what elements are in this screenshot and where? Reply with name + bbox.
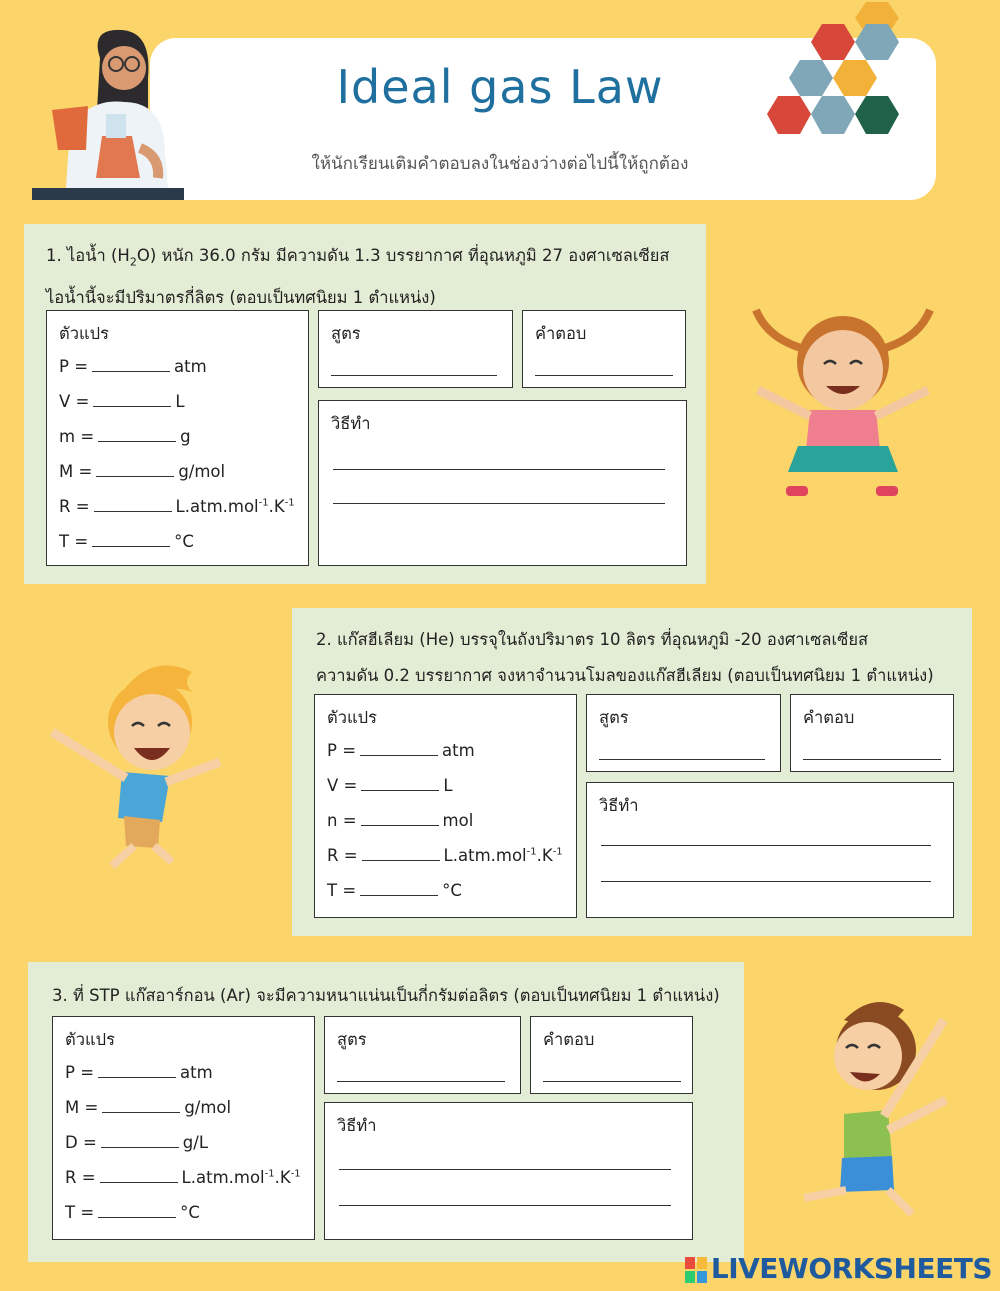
variables-label: ตัวแปร [59,324,109,343]
q1-var-v: V = L [59,392,185,411]
scientist-illustration [30,18,190,204]
answer-blank[interactable] [361,811,439,826]
q2-var-n: n = mol [327,811,474,830]
brand-name: LIVEWORKSHEETS [710,1252,992,1285]
q3-var-t: T = °C [65,1203,200,1222]
q1-answer-box[interactable] [522,310,686,388]
q1-var-t: T = °C [59,532,194,551]
variables-label: ตัวแปร [327,708,377,727]
method-label: วิธีทำ [331,414,371,433]
answer-blank[interactable] [98,1203,176,1218]
liveworksheets-icon [685,1257,707,1283]
q2-answer-box[interactable] [790,694,954,772]
q3-var-molar-mass: M = g/mol [65,1098,232,1117]
answer-blank[interactable] [92,357,170,372]
answer-line [535,375,673,376]
answer-blank[interactable] [94,497,172,512]
method-line [339,1169,671,1170]
liveworksheets-logo[interactable] [685,1252,992,1285]
answer-blank[interactable] [362,846,440,861]
q3-formula-box[interactable] [324,1016,521,1094]
question-2-text: 2. แก๊สฮีเลียม (He) บรรจุในถังปริมาตร 10 ลิตร ที่อุณหภูมิ -20 องศาเซลเซียส ความดัน 0.2 บรรยากาศ จงหาจำนวนโมลของแก๊สฮีเลียม (ตอบเป็นทศนิยม 1 ตำแหน่ง) [316,630,934,685]
method-line [339,1205,671,1206]
answer-blank[interactable] [360,881,438,896]
answer-blank[interactable] [93,392,171,407]
answer-label: คำตอบ [535,324,587,343]
page-title: Ideal gas Law [336,60,664,114]
q3-answer-box[interactable] [530,1016,693,1094]
question-1-text: 1. ไอน้ำ $(H_2O)$ หนัก 36.0 กรัม มีความดัน 1.3 บรรยากาศ ที่อุณหภูมิ 27 องศาเซลเซียส ไอน้ำนี้จะมีปริมาตรกี่ลิตร (ตอบเป็นทศนิยม 1 ตำแหน่ง) [46,246,670,308]
formula-line [331,375,497,376]
answer-blank[interactable] [360,741,438,756]
q2-var-v: V = L [327,776,453,795]
formula-label: สูตร [331,324,361,343]
answer-label: คำตอบ [803,708,855,727]
method-line [601,881,931,882]
method-line [333,469,665,470]
answer-blank[interactable] [102,1098,180,1113]
girl-illustration [748,290,940,510]
answer-blank[interactable] [100,1168,178,1183]
q1-var-molar-mass: M = g/mol [59,462,226,481]
q2-variables-box [314,694,577,918]
q1-method-box[interactable] [318,400,687,566]
formula-line [599,759,765,760]
page-subtitle: ให้นักเรียนเติมคำตอบลงในช่องว่างต่อไปนี้ให้ถูกต้อง [311,154,689,174]
q3-var-d: D = g/L [65,1133,209,1152]
q1-formula-box[interactable] [318,310,513,388]
answer-label: คำตอบ [543,1030,595,1049]
q2-var-r: $R = L.atm.mol^{-1}.K^{-1}$ [327,846,563,865]
method-line [333,503,665,504]
formula-label: สูตร [337,1030,367,1049]
q3-var-r: $R = L.atm.mol^{-1}.K^{-1}$ [65,1168,301,1187]
answer-line [803,759,941,760]
q3-var-p: P = atm [65,1063,213,1082]
q2-var-t: T = °C [327,881,462,900]
q1-var-p: P = atm [59,357,207,376]
q1-var-m: m = g [59,427,191,446]
boy-illustration [42,652,230,884]
answer-blank[interactable] [92,532,170,547]
method-line [601,845,931,846]
answer-blank[interactable] [101,1133,179,1148]
q2-formula-box[interactable] [586,694,781,772]
answer-blank[interactable] [96,462,174,477]
q3-method-box[interactable] [324,1102,693,1240]
formula-label: สูตร [599,708,629,727]
method-label: วิธีทำ [599,796,639,815]
hexagon-decoration [756,0,916,148]
running-boy-illustration [784,990,954,1230]
answer-blank[interactable] [98,427,176,442]
formula-line [337,1081,505,1082]
q1-variables-box [46,310,309,566]
answer-blank[interactable] [361,776,439,791]
variables-label: ตัวแปร [65,1030,115,1049]
answer-blank[interactable] [98,1063,176,1078]
q2-var-p: P = atm [327,741,475,760]
method-label: วิธีทำ [337,1116,377,1135]
q3-variables-box [52,1016,315,1240]
answer-line [543,1081,681,1082]
q1-var-r: $R = L.atm.mol^{-1}.K^{-1}$ [59,497,295,516]
question-3-text: 3. ที่ STP แก๊สอาร์กอน (Ar) จะมีความหนาแน่นเป็นกี่กรัมต่อลิตร (ตอบเป็นทศนิยม 1 ตำแหน่ง) [52,986,720,1005]
q2-method-box[interactable] [586,782,954,918]
